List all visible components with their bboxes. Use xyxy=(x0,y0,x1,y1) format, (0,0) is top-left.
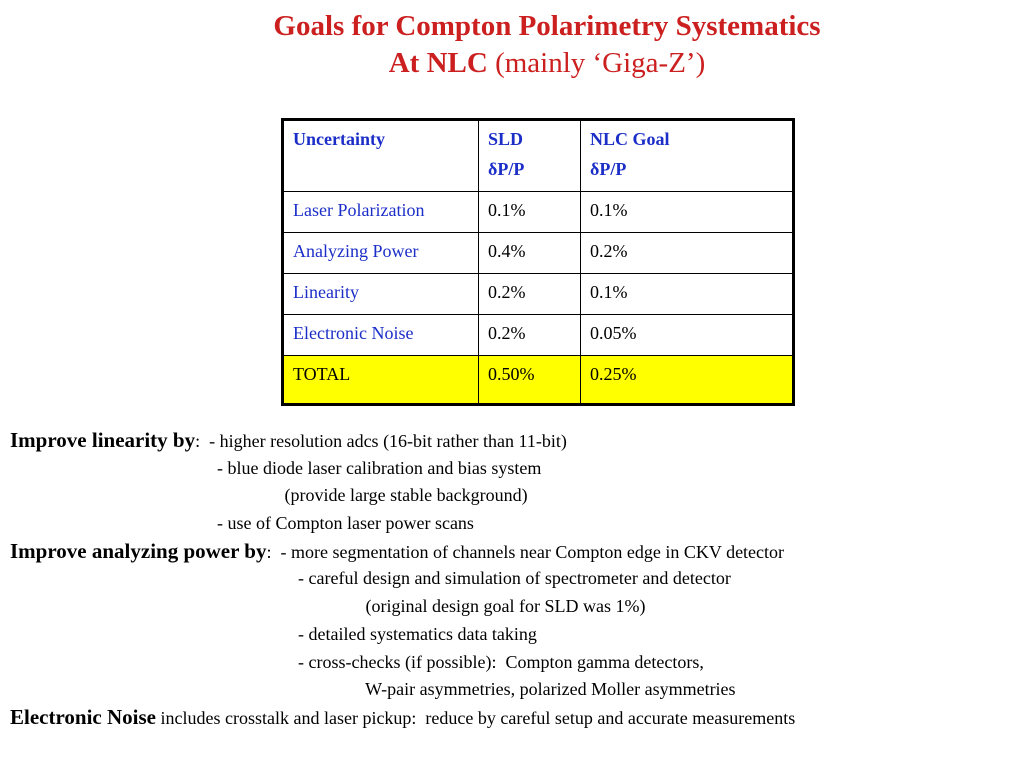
title-line-2-bold: At NLC xyxy=(388,47,488,79)
header-sld-sub: δP/P xyxy=(488,159,525,179)
note-line: Improve analyzing power by: - more segmentation of channels near Compton edge in CKV detector xyxy=(10,538,785,563)
note-line: (provide large stable background) xyxy=(10,485,528,506)
header-nlc-sub: δP/P xyxy=(590,159,627,179)
header-sld: SLD δP/P xyxy=(479,120,581,192)
note-line: (original design goal for SLD was 1%) xyxy=(10,596,646,617)
row-sld-value: 0.1% xyxy=(479,192,581,233)
header-uncertainty: Uncertainty xyxy=(283,120,479,192)
title-line-1: Goals for Compton Polarimetry Systematics xyxy=(273,10,821,42)
slide-title xyxy=(0,8,1024,82)
note-line: - detailed systematics data taking xyxy=(10,623,537,644)
note-line: - blue diode laser calibration and bias system xyxy=(10,457,542,478)
note-line: - careful design and simulation of spectrometer and detector xyxy=(10,568,731,589)
row-name: Electronic Noise xyxy=(283,315,479,356)
improvement-notes xyxy=(10,427,1020,732)
row-sld-value: 0.2% xyxy=(479,315,581,356)
row-nlc-value: 0.05% xyxy=(581,315,794,356)
note-line: W-pair asymmetries, polarized Moller asymmetries xyxy=(10,679,736,700)
total-nlc-value: 0.25% xyxy=(581,356,794,405)
title-line-2-rest: (mainly ‘Giga-Z’) xyxy=(487,47,706,79)
title-line-2 xyxy=(70,45,1024,82)
table-row xyxy=(283,233,794,274)
total-label: TOTAL xyxy=(283,356,479,405)
table-row xyxy=(283,274,794,315)
row-name: Analyzing Power xyxy=(283,233,479,274)
analyzing-power-heading: Improve analyzing power by xyxy=(10,538,267,563)
note-line: - use of Compton laser power scans xyxy=(10,513,474,534)
row-sld-value: 0.2% xyxy=(479,274,581,315)
table-total-row xyxy=(283,356,794,405)
row-name: Linearity xyxy=(283,274,479,315)
electronic-noise-heading: Electronic Noise xyxy=(10,704,156,729)
header-nlc-goal: NLC Goal δP/P xyxy=(581,120,794,192)
table-row xyxy=(283,192,794,233)
total-sld-value: 0.50% xyxy=(479,356,581,405)
row-sld-value: 0.4% xyxy=(479,233,581,274)
note-line: Electronic Noise includes crosstalk and laser pickup: reduce by careful setup and accurate measurements xyxy=(10,704,796,729)
row-name: Laser Polarization xyxy=(283,192,479,233)
linearity-heading: Improve linearity by xyxy=(10,428,196,452)
note-line: Improve linearity by: - higher resolution adcs (16-bit rather than 11-bit) xyxy=(10,428,567,452)
table-header-row xyxy=(283,120,794,192)
uncertainty-table xyxy=(281,118,795,406)
table-row xyxy=(283,315,794,356)
row-nlc-value: 0.1% xyxy=(581,192,794,233)
row-nlc-value: 0.2% xyxy=(581,233,794,274)
note-line: - cross-checks (if possible): Compton gamma detectors, xyxy=(10,651,704,672)
row-nlc-value: 0.1% xyxy=(581,274,794,315)
